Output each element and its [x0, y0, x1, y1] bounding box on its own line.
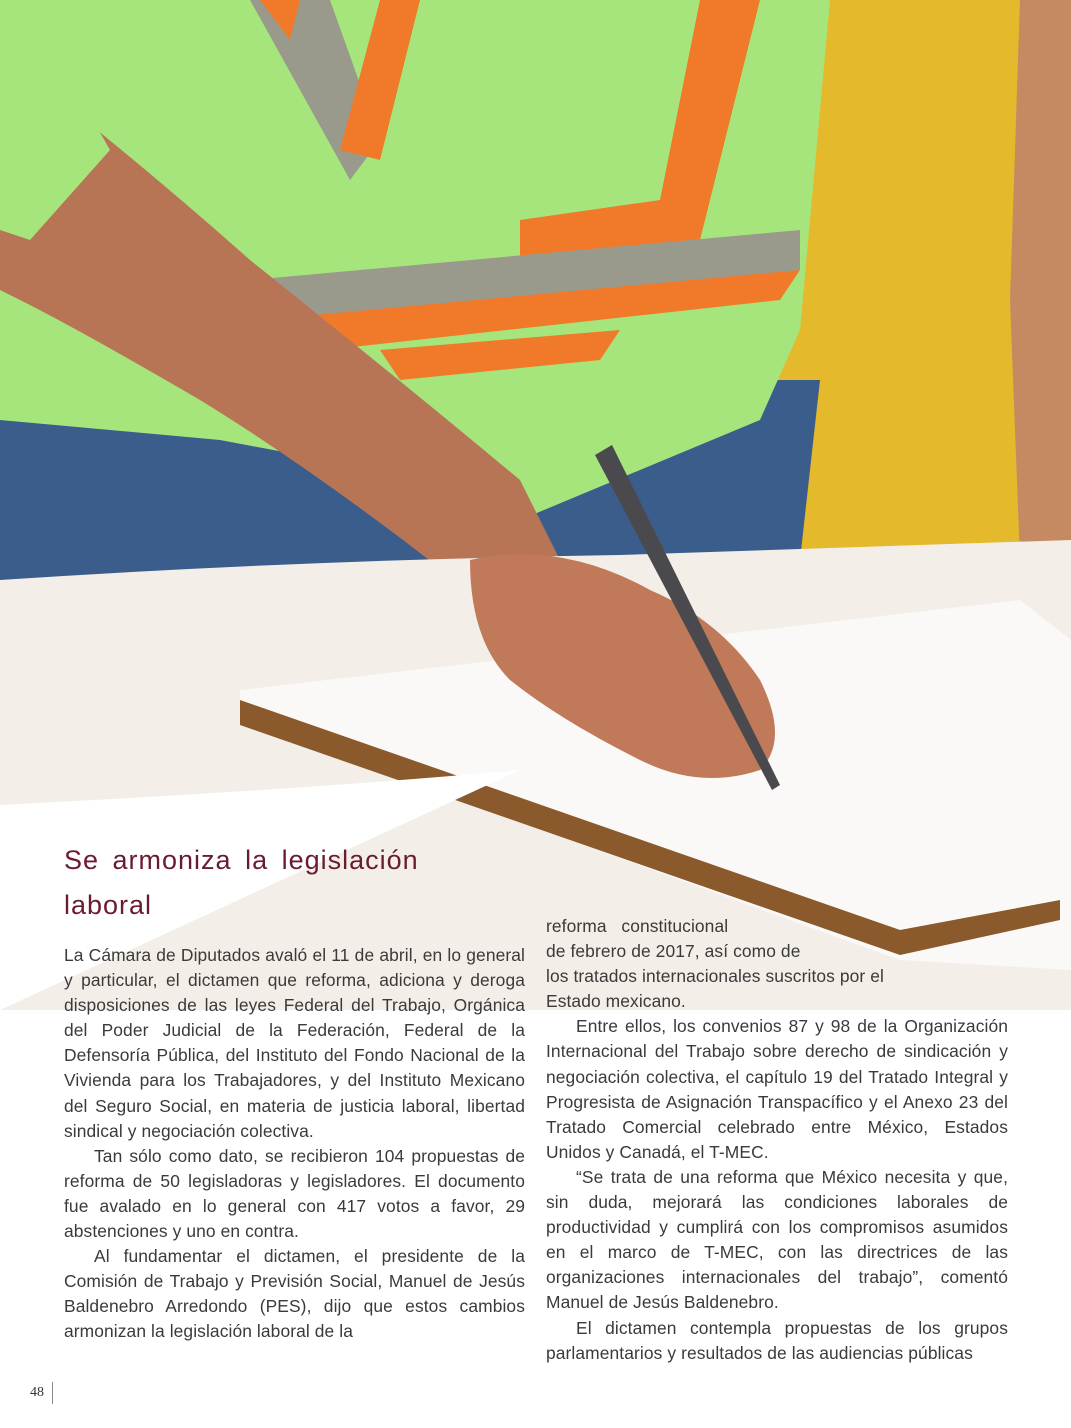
- text-line: de febrero de 2017, así como de: [546, 941, 801, 962]
- text-line: los tratados internacionales suscritos por el: [546, 966, 884, 987]
- text-line: Estado mexicano.: [546, 991, 686, 1012]
- paragraph: El dictamen contempla propuestas de los grupos parlamentarios y resultados de las audiencias públicas: [546, 1317, 1008, 1363]
- article-title: Se armoniza la legislación laboral: [64, 845, 419, 920]
- paragraph: La Cámara de Diputados avaló el 11 de abril, en lo general y particular, el dictamen que reforma, adiciona y deroga disposiciones de las leyes Federal del Trabajo, Orgánica del Poder Judicial de la Federación, Federal de la Defensoría Pública, del Instituto del Fondo Nacional de la Vivienda para los Trabajadores, y del Instituto Mexicano del Seguro Social, en materia de justicia laboral, libertad sindical y negociación colectiva.: [64, 945, 525, 1141]
- paragraph: Al fundamentar el dictamen, el presidente de la Comisión de Trabajo y Previsión Social, Manuel de Jesús Baldenebro Arredondo (PES), dijo que estos cambios armonizan la legislación laboral de la: [64, 1246, 525, 1342]
- paragraph: Tan sólo como dato, se recibieron 104 propuestas de reforma de 50 legisladoras y legisladores. El documento fue avalado en lo general con 417 votos a favor, 29 abstenciones y uno en contra.: [64, 1145, 525, 1242]
- right-column: [546, 914, 1008, 1366]
- text-line: reforma constitucional: [546, 916, 729, 936]
- page-number-divider: [52, 1382, 53, 1404]
- page-number: 48: [30, 1385, 44, 1400]
- paragraph: Entre ellos, los convenios 87 y 98 de la Organización Internacional del Trabajo sobre derecho de sindicación y negociación colectiva, el capítulo 19 del Tratado Integral y Progresista de Asignación Transpacífico y el Anexo 23 del Tratado Comercial celebrado entre México, Estados Unidos y Canadá, el T-MEC.: [546, 1016, 1008, 1162]
- left-column: [64, 943, 525, 1345]
- paragraph: “Se trata de una reforma que México necesita y que, sin duda, mejorará las condiciones laborales de productividad y cumplirá con los compromisos asumidos en el marco de T-MEC, con las directrices de las organizaciones internacionales del trabajo”, comentó Manuel de Jesús Baldenebro.: [546, 1166, 1008, 1313]
